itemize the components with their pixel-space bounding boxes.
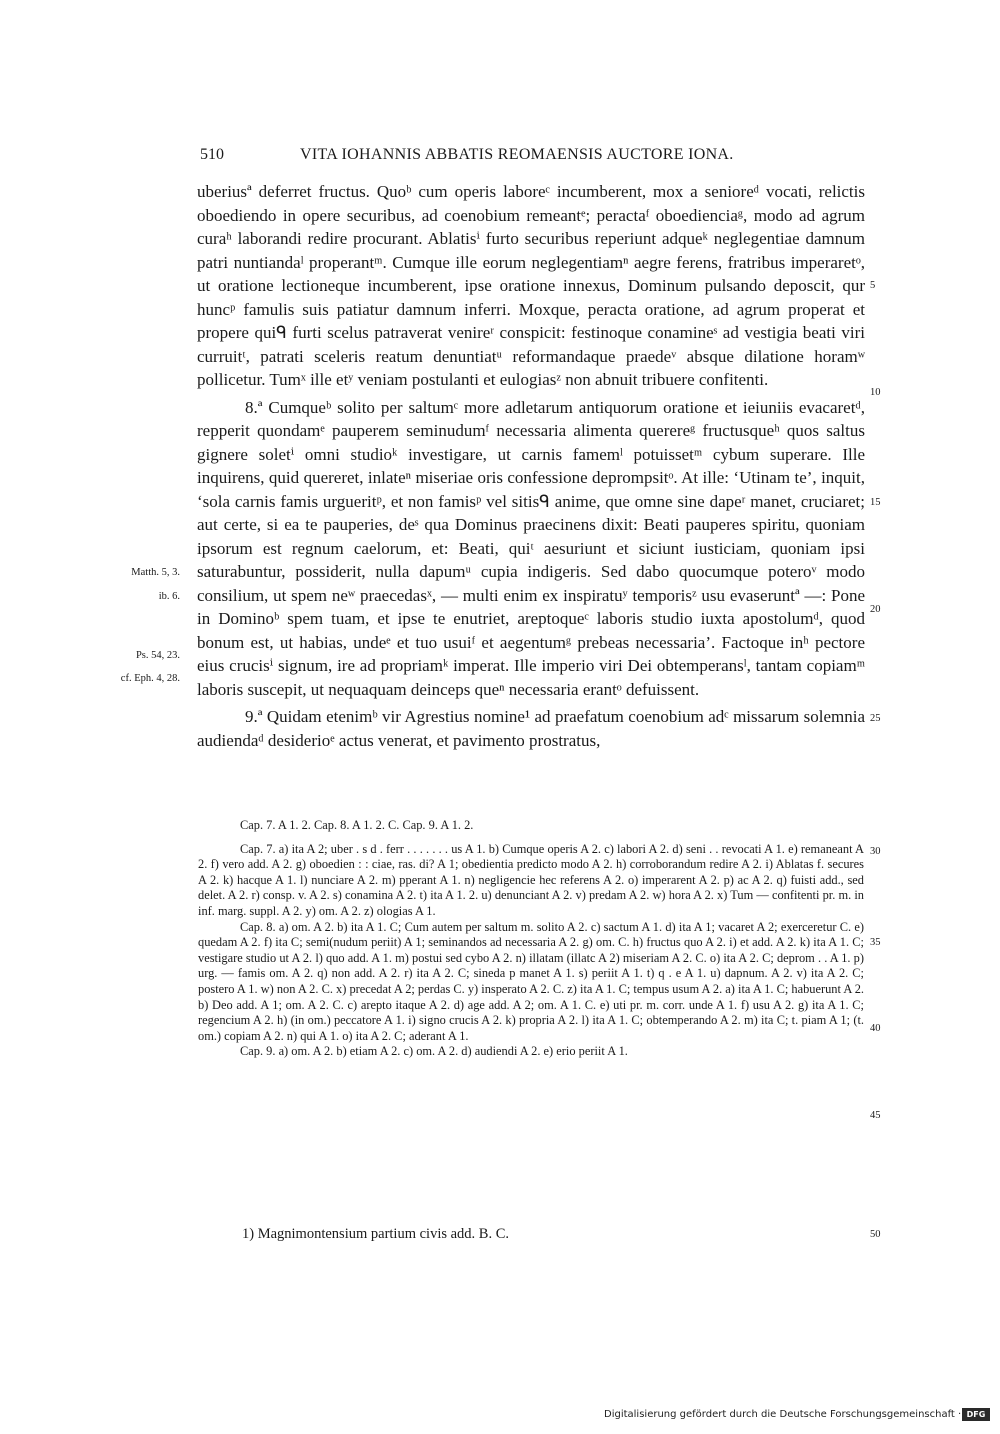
apparatus-cap-label: Cap. 8.: [240, 919, 276, 934]
line-number: 25: [870, 713, 881, 724]
apparatus-cap-label: Cap. 7.: [240, 841, 276, 856]
line-number: 40: [870, 1023, 881, 1034]
line-number: 35: [870, 937, 881, 948]
apparatus-cap-8: [198, 920, 864, 1045]
line-number: 45: [870, 1110, 881, 1121]
line-number: 10: [870, 387, 881, 398]
running-title: VITA IOHANNIS ABBATIS REOMAENSIS AUCTORE IONA.: [300, 146, 734, 163]
footer-credit: Digitalisierung gefördert durch die Deutsche Forschungsgemeinschaft ·: [604, 1409, 962, 1420]
critical-apparatus: [198, 818, 864, 1060]
apparatus-cap-label: Cap. 9.: [240, 1044, 276, 1059]
apparatus-cap-7-text: a) ita A 2; uber . s d . ferr . . . . . . . us A 1. b) Cumque operis A 2. c) labori A 2. d) seni . . revocati A 1. e) remaneant A 2. f) vero add. A 2. g) oboedien : : ciae, ras. di? A 1; obedientia predicto modo A 2. h) corroborandum redire A 2. i) Ablatas f. secures A 2. k) hacque A 1. l) nunciare A 2. m) pperant A 1. n) negligencie hec referens A 2. o) imperarent A 2. p) ac A 2. q) fuisti add., sed delet. A 2. r) consp. v. A 2. s) conamina A 2. t) ita A 1. 2. u) denunciant A 2. v) predam A 2. w) hora A 2. x) Tum — confitenti pr. m. in inf. marg. suppl. A 2. y) om. A 2. z) ologias A 1.: [198, 841, 864, 918]
paragraph-chapter-7: uberiusª deferret fructus. Quoᵇ cum operis laboreᶜ incumberent, mox a senioreᵈ vocati, relictis oboediendo in opere securibus, ad coenobium remeantᵉ; peractaᶠ oboedienciaᵍ, modo ad agrum curaʰ laborandi redire procurant. Ablatisⁱ furto securibus reperiunt adqueᵏ neglegentiae damnum patri nuntiandaˡ properantᵐ. Cumque ille eorum neglegentiamⁿ aegre ferens, fratribus imperaretᵒ, ut oratione lectioneque incumberent, ipse oratione innexus, Dominum pulsando deposcit, qur huncᵖ famulis suis patiatur damnum inferri. Moxque, peracta oratione, ad agrum properat et propere quiᑫ furti scelus patraverat venireʳ conspicit: festinoque conamineˢ ad vestigia beati viri curruitᵗ, patrati sceleris reatum denuntiatᵘ reformandaque praedeᵛ absque dilatione horamʷ pollicetur. Tumˣ ille etʸ veniam postulanti et eulogiasᶻ non abnuit tribuere confitenti.: [197, 182, 865, 389]
dfg-logo: DFG: [962, 1408, 990, 1421]
apparatus-cap-9: [198, 1044, 864, 1060]
line-number: 5: [870, 280, 876, 291]
apparatus-summary: Cap. 7. A 1. 2. Cap. 8. A 1. 2. C. Cap. 9. A 1. 2.: [240, 818, 474, 832]
apparatus-cap-9-text: a) om. A 2. b) etiam A 2. c) om. A 2. d) audiendi A 2. e) erio periit A 1.: [278, 1044, 628, 1059]
margin-ref-ib: ib. 6.: [158, 591, 180, 602]
margin-ref-matth: Matth. 5, 3.: [131, 567, 180, 578]
paragraph-chapter-9: 9.ª Quidam etenimᵇ vir Agrestius nomine¹ ad praefatum coenobium adᶜ missarum solemnia audiendaᵈ desiderioᵉ actus venerat, et pavimento prostratus,: [197, 707, 865, 750]
apparatus-cap-8-text: a) om. A 2. b) ita A 1. C; Cum autem per saltum m. solito A 2. c) sactum A 1. d) ita A 1; vacaret A 2; exerceretur C. e) quedam A 2. f) ita C; semi(nudum periit) A 1; seminandos ad necessaria A 2. g) om. C. h) fructus quo A 2. i) et add. A 2. k) ita A 1. C; vestigare studio ut A 2. l) quo add. A 1. m) postui sed cybo A 2. n) illatam (illatc A 2) miseriam A 2. C. o) ita A 2. C; deprom . . A 1. p) urg. — famis om. A 2. q) non add. A 2. r) ita A 2. C; sineda p manet A 1. s) periit A 1. t) q . e A 1. u) dapnum. A 2. v) ita A 2. C; postero A 1. w) non A 2. C. x) precedat A 2; perdas C. y) insperato A 2. C. z) ita A 1. C; tempus usum A 2. a) ita A 1. C; habuerunt A 2. b) Deo add. A 1; om. A 2. C. c) arepto itaque A 2. d) age add. A 2; om. A 1. C. e) uti pr. m. corr. unde A 1. f) usu A 2. g) ita A 1. C; regencium A 2. h) (in om.) peccatore A 1. i) signo crucis A 2. k) propria A 2. l) ita A 1. C; obtemperando A 2. m) ita C; t. piam A 1; (t. om.) copiam A 2. n) qui A 1. o) ita A 2. C; aderant A 1.: [198, 919, 864, 1043]
main-text: [197, 180, 865, 752]
footnote: 1) Magnimontensium partium civis add. B. C.: [242, 1226, 510, 1242]
line-number: 15: [870, 497, 881, 508]
apparatus-cap-7: [198, 842, 864, 920]
margin-ref-eph: cf. Eph. 4, 28.: [120, 673, 180, 684]
page-number: 510: [200, 146, 224, 163]
line-number: 50: [870, 1229, 881, 1240]
line-number: 20: [870, 604, 881, 615]
margin-ref-ps: Ps. 54, 23.: [135, 650, 180, 661]
paragraph-chapter-8: 8.ª Cumqueᵇ solito per saltumᶜ more adletarum antiquorum oratione et ieiuniis evacaretᵈ, repperit quondamᵉ pauperem seminudumᶠ necessaria alimenta querereᵍ fructusqueʰ quos saltus gignere soletⁱ omni studioᵏ investigare, ut carnis famemˡ potuissetᵐ cybum superare. Ille inquirens, quid quereret, inlateⁿ miseriae oris confessione deprompsitᵒ. At ille: ‘Utinam te’, inquit, ‘sola carnis famis urgueritᵖ, et non famisᵖ vel sitisᑫ anime, que omne sine dapeʳ manet, cruciaret; aut certe, si ea te pauperies, deˢ qua Dominus praecinens dixit: Beati pauperes spiritu, quoniam ipsorum est regnum caelorum, et: Beati, quiᵗ aesuriunt et siciunt iusticiam, quoniam ipsi saturabuntur, possiderit, nulla dapumᵘ cupia indigeris. Sed dabo quocumque poteroᵛ modo consilium, ut spem neʷ praecedasˣ, — multi enim ex inspiratuʸ temporisᶻ usu evaseruntª —: Pone in Dominoᵇ spem tuam, et ipse te enutriet, areptoqueᶜ laboris studio iuxta apostolumᵈ, quod bonum est, ut habias, undeᵉ et tuo usuiᶠ et aegentumᵍ prebeas necessaria’. Factoque inʰ pectore eius crucisⁱ signum, ire ad propriamᵏ imperat. Ille imperio viri Dei obtemperansˡ, tantam copiamᵐ laboris suscepit, ut nequaquam deinceps queⁿ necessaria erantᵒ defuissent.: [197, 397, 865, 699]
line-number: 30: [870, 846, 881, 857]
